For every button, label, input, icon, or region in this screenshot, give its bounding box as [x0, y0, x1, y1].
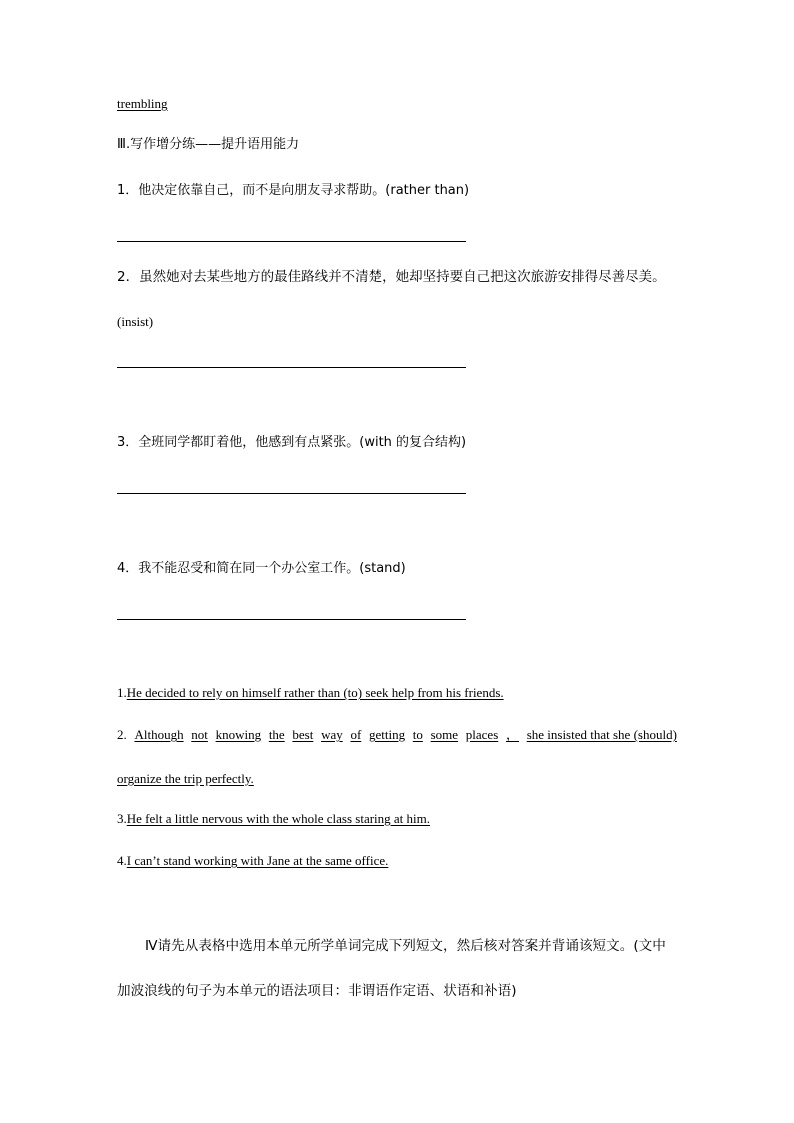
section-4-instructions: [117, 937, 679, 1000]
answer-1-number: 1.: [117, 685, 127, 700]
section-4-line-1: Ⅳ请先从表格中选用本单元所学单词完成下列短文，然后核对答案并背诵该短文。(文中: [145, 938, 666, 954]
answer-line-2: [117, 367, 466, 368]
answer-2-word: some: [430, 727, 459, 742]
answer-4-text: I can’t stand working with Jane at the same office.: [126, 853, 389, 868]
question-2-line-1: 2．虽然她对去某些地方的最佳路线并不清楚，她却坚持要自己把这次旅游安排得尽善尽美。: [117, 269, 666, 285]
answer-2-word: the: [268, 727, 285, 742]
question-3: 3．全班同学都盯着他，他感到有点紧张。(with 的复合结构): [117, 435, 467, 450]
answer-2-word: of: [350, 727, 362, 742]
question-1: 1．他决定依靠自己，而不是向朋友寻求帮助。(rather than): [117, 183, 470, 198]
answer-2-word: getting: [368, 727, 406, 742]
answer-3: [117, 810, 430, 828]
answer-4-number: 4.: [117, 853, 127, 868]
answer-1: [117, 684, 504, 702]
answer-2-word: ，: [505, 727, 519, 742]
question-4: 4．我不能忍受和简在同一个办公室工作。(stand): [117, 561, 406, 576]
previous-answer-trembling: trembling: [117, 96, 168, 111]
answer-1-text: He decided to rely on himself rather than (to) seek help from his friends.: [126, 685, 504, 700]
section-4-line-2: 加波浪线的句子为本单元的语法项目：非谓语作定语、状语和补语): [117, 983, 517, 999]
answer-line-1: [117, 241, 466, 242]
answer-3-number: 3.: [117, 811, 127, 826]
answer-line-4: [117, 619, 466, 620]
answer-2-justified-row: [117, 726, 677, 744]
answer-2-word: way: [321, 727, 343, 742]
answer-2-word: best: [292, 727, 314, 742]
answer-line-3: [117, 493, 466, 494]
answer-2-line-2: organize the trip perfectly.: [117, 771, 254, 786]
answer-2-word: to: [412, 727, 423, 742]
section-3-heading: Ⅲ.写作增分练——提升语用能力: [117, 137, 300, 152]
answer-3-text: He felt a little nervous with the whole class staring at him.: [126, 811, 431, 826]
answer-2-line-1: [117, 726, 677, 744]
answer-2-word: she insisted that she (should): [526, 727, 677, 742]
answer-4: [117, 852, 388, 870]
question-2-line-2: (insist): [117, 314, 154, 329]
answer-2-word: knowing: [215, 727, 262, 742]
answer-2-word: places: [465, 727, 499, 742]
answer-2-number: 2.: [117, 727, 127, 742]
answer-2-word: Although: [134, 727, 184, 742]
answer-2-word: not: [191, 727, 208, 742]
